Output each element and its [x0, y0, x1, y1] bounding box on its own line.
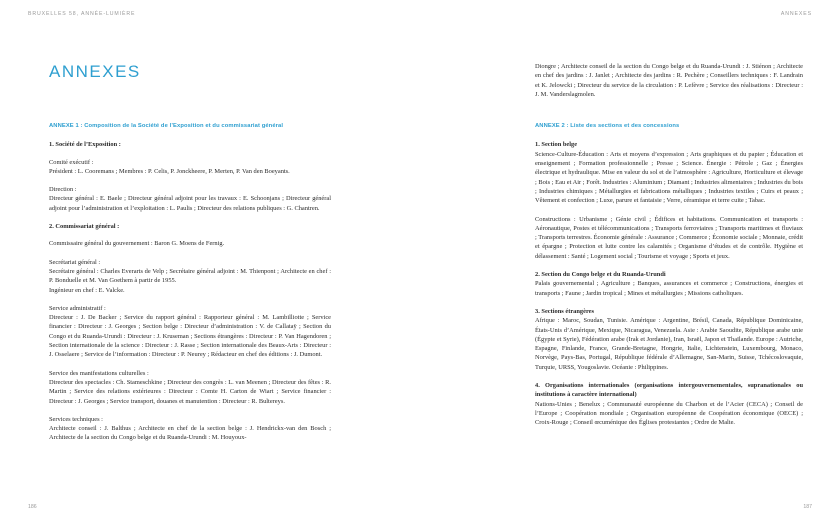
manifestations-block	[49, 369, 331, 406]
techniques-label: Services techniques :	[49, 415, 103, 423]
right-page-number: 187	[803, 504, 812, 510]
manifestations-text: Directeur des spectacles : Ch. Stameschkine ; Directeur des congrès : L. van Meenen ; Directeur des fêtes : R. Martin ; Service des relations extérieures : Directeur : Comte H. Carton de Wiart ; Service financier : Directeur : J. Georges ; Service transport, douanes et manutention : Directeur : R. Bultereys.	[49, 378, 331, 405]
section1-text-1: Science-Culture-Éducation : Arts et moyens d’expression ; Arts graphiques et du papier ; Éducation et enseignement ; Formation professionnelle ; Presse ; Science. Énergie : Pétrole ; Gaz ; Énergies électrique et hydraulique. Mise en valeur du sol et de l’atmosphère : Agriculture, Horticulture et élevage ; Bois ; Eau et Air ; Forêt. Industries : Aluminium ; Diamant ; Industries alimentaires ; Industries du bois ; Industries chimiques ; Métallurgies et fabrications métalliques ; Industries textiles ; Cuirs et peaux ; Vêtement et confection ; Luxe, parure et fantaisie ; Verre, céramique et terre cuite ; Tabac.	[535, 150, 803, 205]
service-admin-block	[49, 304, 331, 360]
secretariat-label: Secrétariat général :	[49, 258, 101, 266]
right-running-title: ANNEXES	[780, 11, 812, 17]
continuation-block	[535, 62, 803, 99]
section1-heading: 1. Section belge	[535, 141, 578, 149]
service-admin-text: Directeur : J. De Backer ; Service du rapport général : Rapporteur général : M. Lambilliotte ; Service financier : Directeur : J. Georges ; Section belge : Directeur d’administration : V. de Callataÿ ; Section du Congo et du Ruanda-Urundi : Directeur : J. Kruseman ; Sections étrangères : Directeur : P. Van Hagendoren ; Section internationale de la science : Directeur : J. Rasse ; Section internationale des Beaux-Arts : Directeur : J. Osselaere ; Service de l’information : Directeur : P. Neurey ; Rédacteur en chef des éditions : J. Dumont.	[49, 314, 331, 359]
section3-text: Afrique : Maroc, Soudan, Tunisie. Amérique : Argentine, Brésil, Canada, République Dominicaine, États-Unis d’Amérique, Mexique, Nicaragua, Venezuela. Asie : Arabie Saoudite, République arabe unie (Égypte et Syrie), Fédération arabe (Irak et Jordanie), Iran, Israël, Japon et Thaïlande. Europe : Autriche, Espagne, Finlande, France, Grande-Bretagne, Hongrie, Italie, Lichtenstein, Luxembourg, Monaco, Norvège, Pays-Bas, Portugal, République fédérale d’Allemagne, San-Marin, Suisse, Tchécoslovaquie, Turquie, URSS, Yougoslavie. Océanie : Philippines.	[535, 317, 803, 371]
section1-block	[535, 140, 803, 205]
right-page	[420, 0, 840, 524]
section4-block	[535, 381, 803, 427]
secretariat-text: Secrétaire général : Charles Everarts de Velp ; Secrétaire général adjoint : M. Thienpont ; Architecte en chef : P. Bonduelle et M. Van Goethem à partir de 1955.	[49, 267, 331, 285]
section2-text: Palais gouvernemental ; Agriculture ; Banques, assurances et commerce ; Constructions, énergies et transports ; Faune ; Jardin tropical ; Mines et métallurgies ; Missions catholiques.	[535, 280, 803, 297]
comite-label: Comité exécutif :	[49, 158, 94, 166]
secretariat-block	[49, 258, 331, 295]
section1-block-2	[535, 215, 803, 261]
direction-label: Direction :	[49, 186, 77, 194]
direction-text: Directeur général : E. Baele ; Directeur général adjoint pour les travaux : E. Schoonjans ; Directeur général adjoint pour l’administration et l’exploitation : L. Paulis ; Directeur des relations publiques : G. Chantren.	[49, 195, 331, 212]
section4-text: Nations-Unies ; Benelux ; Communauté européenne du Charbon et de l’Acier (CECA) ; Conseil de l’Europe ; Coopération mondiale ; Organisation européenne de Coopération économique (OECE) ; Croix-Rouge ; Conseil œcuménique des Églises protestantes ; Ordre de Malte.	[535, 400, 803, 427]
section1-heading: 1. Société de l’Exposition :	[49, 141, 121, 149]
annex2-heading: ANNEXE 2 : Liste des sections et des concessions	[535, 123, 680, 130]
left-text-column	[49, 122, 331, 452]
comite-block	[49, 158, 331, 177]
commissaire-block	[49, 239, 331, 248]
section3-block	[535, 307, 803, 372]
continuation-text: Diongre ; Architecte conseil de la section du Congo belge et du Ruanda-Urundi : J. Stiénon ; Architecte en chef des jardins : J. Janlet ; Architecte des jardins : R. Pechère ; Conseillers techniques : F. Landrain et K. Jelowcki ; Directeur du service de la circulation : P. Lefèvre ; Service des réalisations : Directeur : J. M. Vanderslagmolen.	[535, 63, 803, 98]
manifestations-label: Service des manifestations culturelles :	[49, 369, 149, 377]
section1-text-2: Constructions : Urbanisme ; Génie civil ; Édifices et habitations. Communication et transports : Aéronautique, Postes et télécommunications ; Transports ferroviaires ; Transports maritimes et fluviaux ; Transports terrestres. Économie générale : Assurance ; Commerce ; Économie sociale ; Monnaie, crédit et épargne ; Protection et lutte contre les calamités ; Organisme d’études et de contrôle. Hygiène et délassement : Santé ; Logement social ; Tourisme et voyage ; Sports et jeux.	[535, 215, 803, 260]
direction-block	[49, 185, 331, 213]
left-page-number: 186	[28, 504, 37, 510]
service-admin-label: Service administratif :	[49, 304, 106, 312]
ingenieur-text: Ingénieur en chef : E. Valcke.	[49, 286, 125, 294]
section4-heading: 4. Organisations internationales (organisations intergouvernementales, supranationales ou institutions à caractère international)	[535, 382, 803, 399]
left-running-title: BRUXELLES 58, ANNÉE-LUMIÈRE	[28, 11, 136, 17]
section2-block	[535, 270, 803, 298]
page-title: ANNEXES	[49, 62, 141, 81]
section2-heading: 2. Section du Congo belge et du Ruanda-Urundi	[535, 271, 666, 279]
techniques-block	[49, 415, 331, 443]
section2-heading: 2. Commissariat général :	[49, 223, 120, 231]
section3-heading: 3. Sections étrangères	[535, 307, 594, 315]
techniques-text: Architecte conseil : J. Balthus ; Architecte en chef de la section belge : J. Hendrickx-van den Bosch ; Architecte de la section du Congo belge et du Ruanda-Urundi : M. Houyoux-	[49, 425, 331, 442]
commissaire-text: Commissaire général du gouvernement : Baron G. Moens de Fernig.	[49, 240, 225, 248]
comite-text: Président : L. Cooremans ; Membres : P. Celis, P. Jonckheere, P. Merten, P. Van den Boeyants.	[49, 167, 290, 175]
right-text-column	[535, 62, 803, 437]
annex1-heading: ANNEXE 1 : Composition de la Société de l’Exposition et du commissariat général	[49, 123, 284, 129]
